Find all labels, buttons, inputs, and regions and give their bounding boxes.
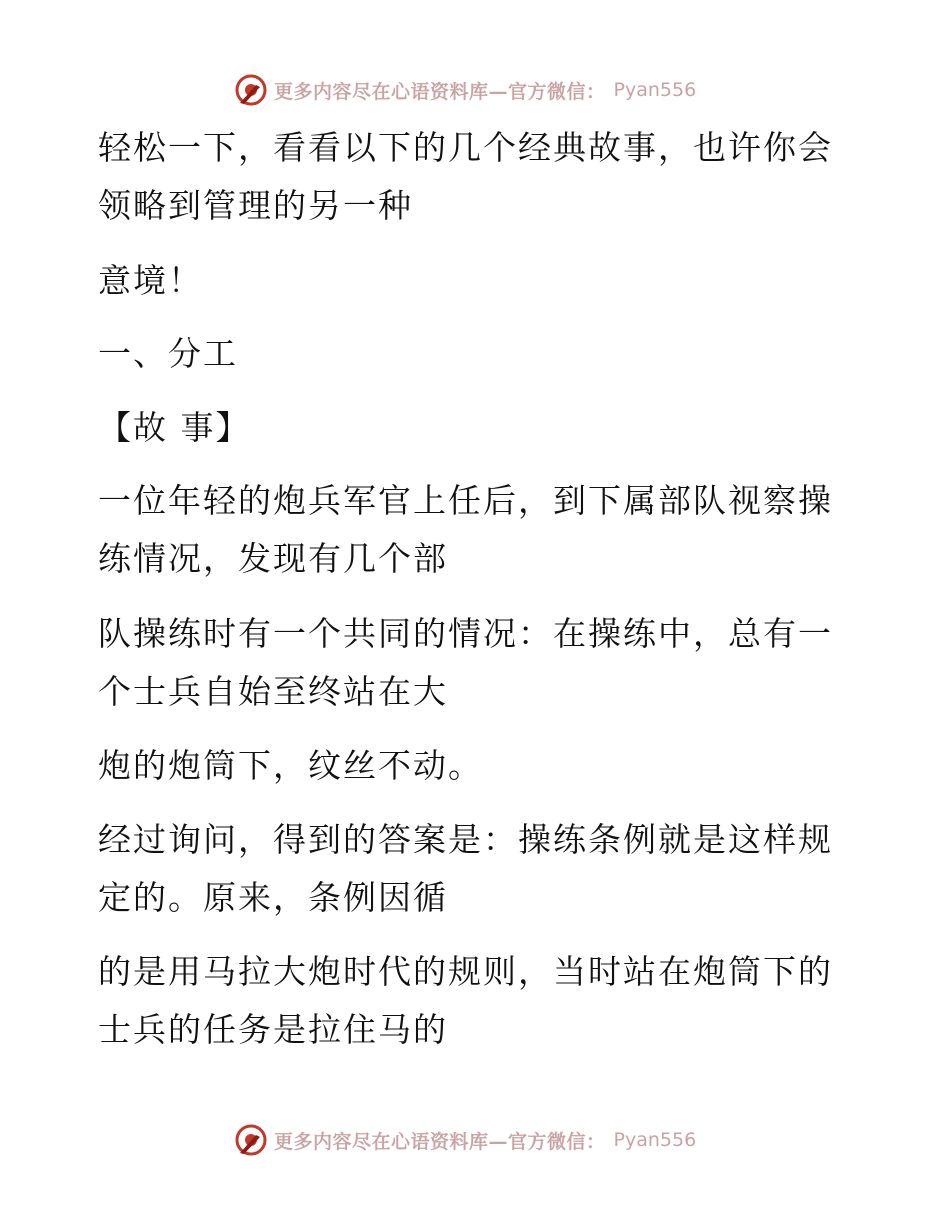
- footer-banner: [234, 1121, 696, 1159]
- paragraph-line: 意境！: [98, 261, 203, 300]
- wechat-id: Pyan556: [613, 79, 697, 101]
- paragraph-line: 炮的炮筒下，纹丝不动。: [98, 746, 483, 785]
- paragraph-line: 队操练时有一个共同的情况：在操练中，总有一: [98, 614, 833, 653]
- paragraph-line: 经过询问，得到的答案是：操练条例就是这样规: [98, 820, 833, 859]
- banner-text: 更多内容尽在心语资料库—官方微信：: [274, 80, 606, 103]
- pen-logo-icon: [234, 73, 268, 107]
- paragraph-line: 个士兵自始至终站在大: [98, 672, 448, 711]
- paragraph-line: 的是用马拉大炮时代的规则，当时站在炮筒下的: [98, 952, 833, 991]
- paragraph-line: 一位年轻的炮兵军官上任后，到下属部队视察操: [98, 481, 833, 520]
- paragraph-line: 士兵的任务是拉住马的: [98, 1010, 448, 1049]
- paragraph-line: 轻松一下，看看以下的几个经典故事，也许你会: [98, 128, 833, 167]
- header-banner: [234, 71, 696, 109]
- paragraph-line: 领略到管理的另一种: [98, 186, 413, 225]
- pen-logo-icon: [234, 1123, 268, 1157]
- banner-text: 更多内容尽在心语资料库—官方微信：: [274, 1130, 606, 1153]
- section-heading: 一、分工: [98, 334, 238, 373]
- paragraph-line: 练情况，发现有几个部: [98, 539, 448, 578]
- story-label: 【故 事】: [98, 408, 251, 447]
- wechat-id: Pyan556: [613, 1129, 697, 1151]
- paragraph-line: 定的。原来，条例因循: [98, 878, 448, 917]
